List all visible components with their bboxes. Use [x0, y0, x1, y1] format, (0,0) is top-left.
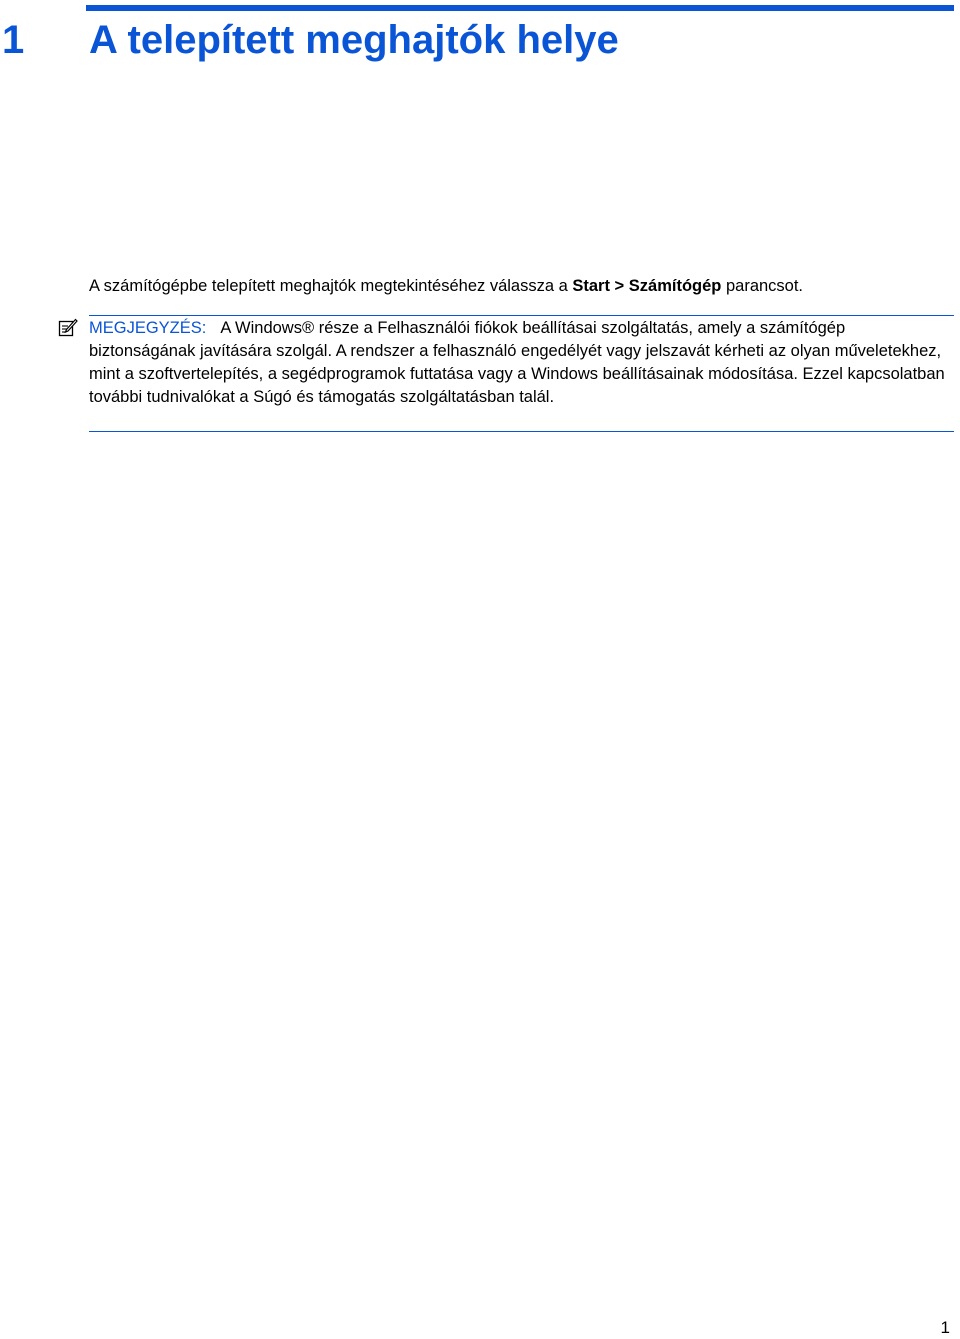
menu-separator: >	[609, 277, 629, 295]
note-block	[89, 317, 955, 409]
intro-text-after: parancsot.	[721, 277, 804, 295]
intro-text-before: A számítógépbe telepített meghajtók megtekintéséhez válassza a	[89, 277, 573, 295]
note-bottom-rule	[89, 431, 954, 432]
note-pencil-icon	[58, 318, 78, 338]
note-top-rule	[89, 315, 954, 316]
note-label: MEGJEGYZÉS:	[89, 319, 207, 337]
menu-start: Start	[572, 277, 610, 295]
chapter-number: 1	[2, 18, 25, 62]
menu-computer: Számítógép	[628, 277, 722, 295]
note-body: A Windows® része a Felhasználói fiókok beállításai szolgáltatás, amely a számítógép biztonságának javítására szolgál. A rendszer a felhasználó engedélyét vagy jelszavát kérheti az olyan műveletekhez, mint a szoftvertelepítés, a segédprogramok futtatása vagy a Windows beállításainak módosítása. Ezzel kapcsolatban további tudnivalókat a Súgó és támogatás szolgáltatásban talál.	[89, 319, 945, 406]
page-number: 1	[940, 1318, 950, 1337]
intro-paragraph	[89, 275, 949, 298]
chapter-title: A telepített meghajtók helye	[89, 18, 619, 62]
chapter-top-rule	[86, 5, 954, 11]
